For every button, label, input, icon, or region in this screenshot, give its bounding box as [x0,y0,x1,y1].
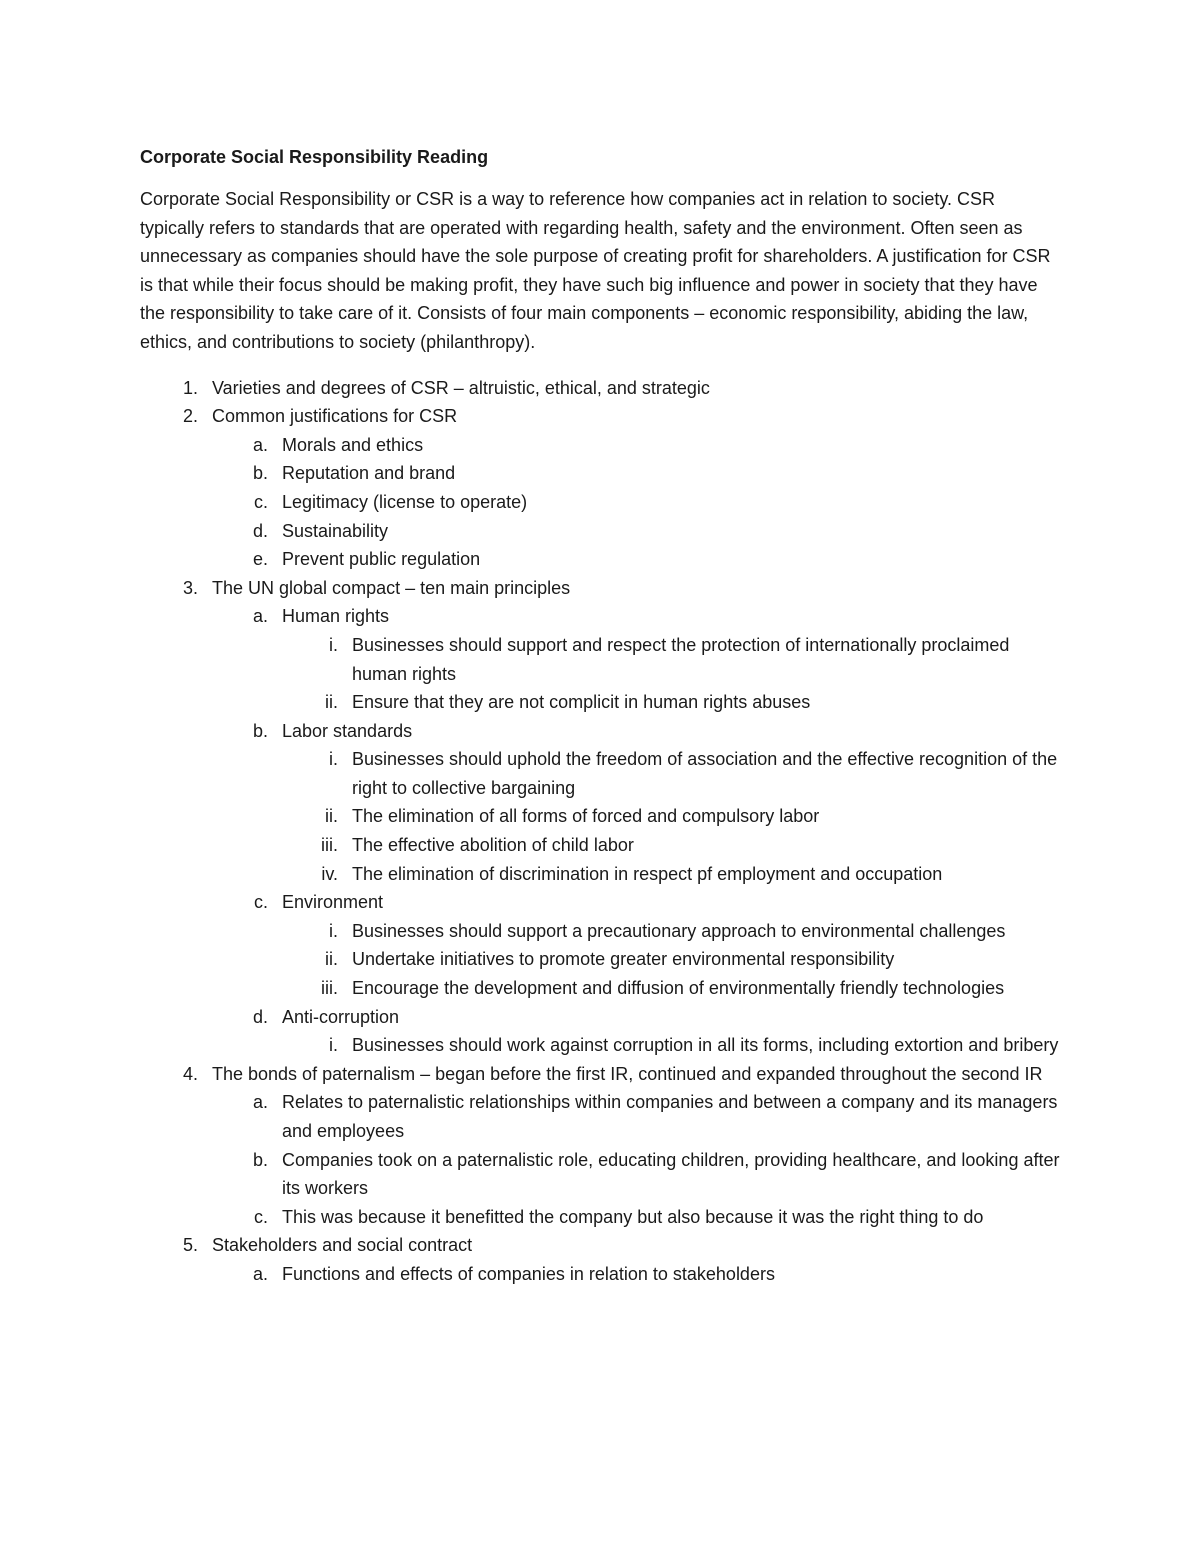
outline-item-level-3 [140,688,1060,717]
sublist-level-3 [140,745,1060,888]
outline-item-level-3 [140,802,1060,831]
list-marker: ii. [325,692,338,713]
list-item-text: Relates to paternalistic relationships within companies and between a company and its managers and employees [282,1092,1058,1141]
list-item-text: Human rights [282,606,390,627]
sublist-level-3 [140,631,1060,717]
outline-item-level-2 [140,431,1060,460]
outline-item-level-1 [140,1060,1060,1232]
list-item-text: Ensure that they are not complicit in human rights abuses [352,692,811,713]
outline-item-level-1 [140,574,1060,1060]
outline-item-level-2 [140,488,1060,517]
list-marker: d. [252,1006,268,1027]
sublist-level-2 [140,602,1060,1060]
list-marker: c. [253,892,268,913]
list-marker: c. [253,1206,268,1227]
outline-item-level-3 [140,974,1060,1003]
outline-item-level-2 [140,717,1060,889]
list-marker: i. [329,1035,338,1056]
outline-item-level-2 [140,1088,1060,1145]
list-item-text: Anti-corruption [282,1006,400,1027]
list-item-text: Morals and ethics [282,434,424,455]
list-item-text: Labor standards [282,720,413,741]
list-marker: a. [252,1092,268,1113]
list-item-text: Businesses should uphold the freedom of association and the effective recognition of the right to collective bargaining [352,749,1058,798]
list-marker: a. [252,606,268,627]
list-item-text: Reputation and brand [282,463,456,484]
list-item-text: Businesses should work against corruption in all its forms, including extortion and bribery [352,1035,1059,1056]
list-item-text: Undertake initiatives to promote greater environmental responsibility [352,949,895,970]
outline-item-level-3 [140,831,1060,860]
outline-list [140,374,1060,1289]
list-marker: e. [252,549,268,570]
list-item-text: The UN global compact – ten main principles [212,577,571,598]
list-marker: a. [252,434,268,455]
sublist-level-3 [140,917,1060,1003]
outline-item-level-2 [140,602,1060,716]
sublist-level-2 [140,1260,1060,1289]
list-item-text: Legitimacy (license to operate) [282,491,528,512]
list-marker: c. [253,491,268,512]
list-item-text: Environment [282,892,384,913]
sublist-level-3 [140,1031,1060,1060]
list-marker: i. [329,920,338,941]
document-title: Corporate Social Responsibility Reading [140,147,489,167]
list-item-text: Sustainability [282,520,389,541]
list-item-text: Common justifications for CSR [212,406,458,427]
list-marker: 1. [182,377,198,398]
list-item-text: Companies took on a paternalistic role, educating children, providing healthcare, and looking after its workers [282,1149,1060,1199]
outline-item-level-2 [140,888,1060,1002]
list-marker: iii. [321,835,338,856]
list-marker: i. [329,634,338,655]
list-item-text: Prevent public regulation [282,549,481,570]
outline-item-level-2 [140,1260,1060,1289]
list-marker: 3. [182,577,198,598]
sublist-level-2 [140,431,1060,574]
list-item-text: The bonds of paternalism – began before the first IR, continued and expanded throughout the second IR [212,1063,1043,1084]
list-marker: 4. [182,1063,198,1084]
list-item-text: Functions and effects of companies in relation to stakeholders [282,1263,775,1284]
outline-item-level-3 [140,917,1060,946]
list-marker: i. [329,749,338,770]
list-item-text: Stakeholders and social contract [212,1235,473,1256]
outline-item-level-2 [140,1203,1060,1232]
list-item-text: The effective abolition of child labor [352,835,634,856]
list-marker: b. [252,1149,268,1170]
intro-paragraph: Corporate Social Responsibility or CSR is a way to reference how companies act in relation to society. CSR typically refers to standards that are operated with regarding health, safety and the environment. Often seen as unnecessary as companies should have the sole purpose of creating profit for shareholders. A justification for CSR is that while their focus should be making profit, they have such big influence and power in society that they have the responsibility to take care of it. Consists of four main components – economic responsibility, abiding the law, ethics, and contributions to society (philanthropy). [140,189,1051,352]
list-marker: 2. [182,406,198,427]
outline-item-level-2 [140,1146,1060,1203]
list-marker: b. [252,720,268,741]
list-item-text: Varieties and degrees of CSR – altruistic, ethical, and strategic [212,377,710,398]
list-item-text: The elimination of discrimination in respect pf employment and occupation [352,863,943,884]
list-marker: ii. [325,806,338,827]
list-marker: iv. [321,863,338,884]
outline-item-level-3 [140,745,1060,802]
outline-item-level-3 [140,860,1060,889]
outline-item-level-3 [140,631,1060,688]
list-item-text: This was because it benefitted the company but also because it was the right thing to do [282,1206,984,1227]
list-marker: b. [252,463,268,484]
outline-item-level-2 [140,517,1060,546]
list-item-text: The elimination of all forms of forced and compulsory labor [352,806,820,827]
list-marker: iii. [321,978,338,999]
outline-item-level-1 [140,374,1060,403]
outline-item-level-2 [140,545,1060,574]
list-marker: d. [252,520,268,541]
outline-item-level-2 [140,1003,1060,1060]
outline-item-level-1 [140,1231,1060,1288]
list-marker: a. [252,1263,268,1284]
list-item-text: Businesses should support and respect the protection of internationally proclaimed human rights [352,634,1010,684]
list-item-text: Businesses should support a precautionary approach to environmental challenges [352,920,1006,941]
outline-item-level-3 [140,945,1060,974]
list-item-text: Encourage the development and diffusion of environmentally friendly technologies [352,978,1005,999]
outline-item-level-1 [140,402,1060,574]
outline-item-level-2 [140,459,1060,488]
sublist-level-2 [140,1088,1060,1231]
document-page [140,143,1060,1289]
list-marker: ii. [325,949,338,970]
list-marker: 5. [182,1235,198,1256]
outline-item-level-3 [140,1031,1060,1060]
